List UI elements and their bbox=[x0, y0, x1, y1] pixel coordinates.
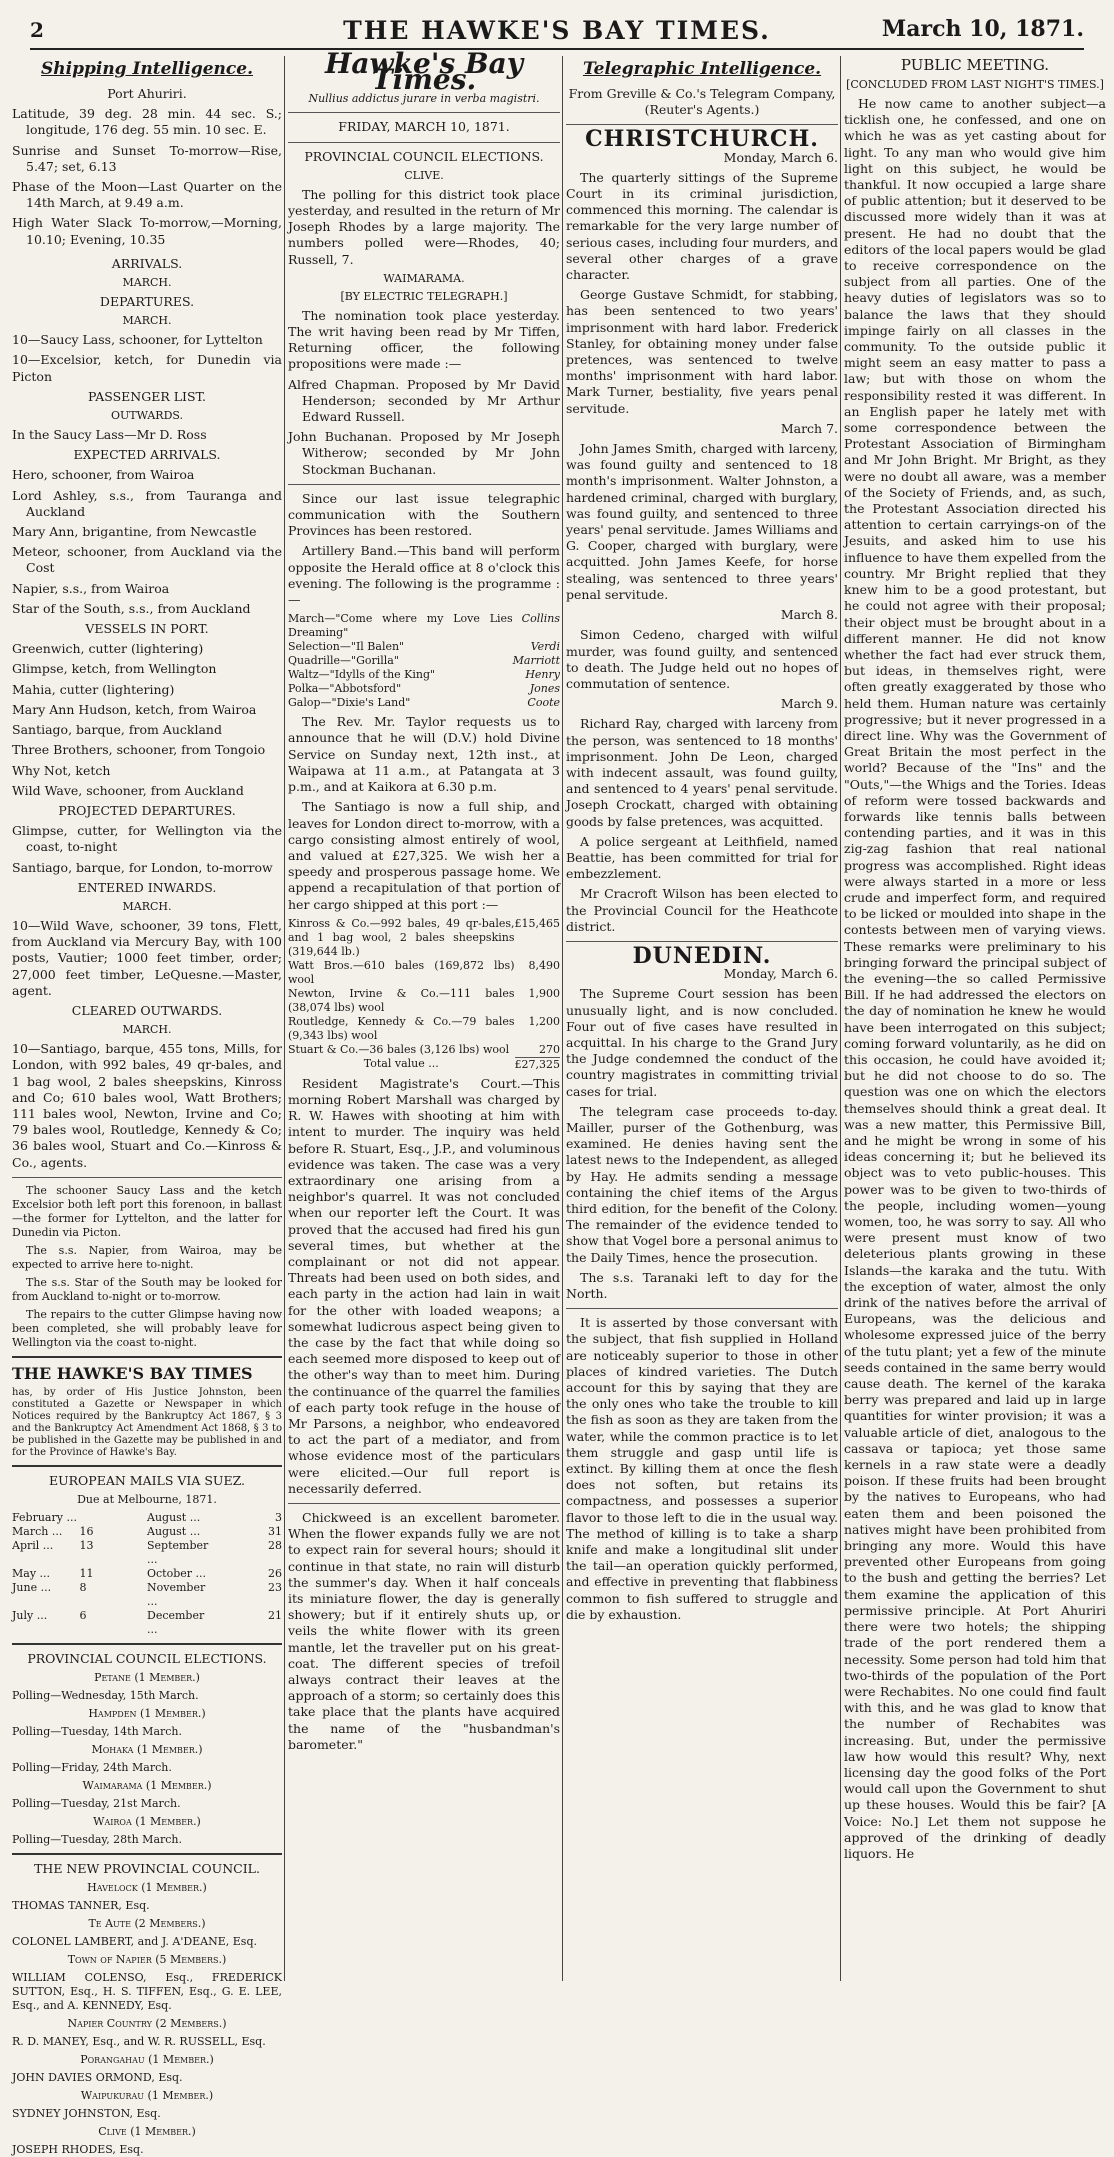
table-cell: March ... bbox=[12, 1524, 63, 1538]
divider bbox=[12, 1465, 282, 1467]
divider bbox=[12, 1177, 282, 1178]
page-number: 2 bbox=[30, 18, 44, 42]
table-row bbox=[288, 1015, 560, 1043]
npc-member: COLONEL LAMBERT, and J. A'DEANE, Esq. bbox=[12, 1935, 257, 1949]
table-cell: £27,325 bbox=[514, 1057, 560, 1071]
expected-line: Hero, schooner, from Wairoa bbox=[12, 467, 195, 483]
pce-title: PROVINCIAL COUNCIL ELECTIONS. bbox=[27, 1650, 267, 1666]
vessels-heading: VESSELS IN PORT. bbox=[85, 621, 209, 637]
table-cell: 6 bbox=[79, 1608, 87, 1622]
table-row bbox=[12, 1581, 282, 1609]
table-cell: October ... bbox=[147, 1566, 207, 1580]
arrivals-heading: ARRIVALS. bbox=[111, 255, 183, 271]
mails-subtitle: Due at Melbourne, 1871. bbox=[77, 1492, 217, 1506]
dateline: March 9. bbox=[780, 696, 838, 712]
npc-member: THOMAS TANNER, Esq. bbox=[12, 1899, 150, 1913]
table-cell: 16 bbox=[79, 1524, 94, 1538]
table-row bbox=[12, 1609, 282, 1637]
table-cell: November ... bbox=[147, 1580, 206, 1608]
dateline: March 7. bbox=[780, 420, 838, 436]
table-cell: 270 bbox=[539, 1042, 560, 1056]
projected-line: Glimpse, cutter, for Wellington via the coast, to-night bbox=[12, 823, 282, 855]
column-shipping bbox=[12, 56, 282, 2157]
nameplate: Hawke's Bay Times. bbox=[324, 47, 524, 97]
divider bbox=[12, 1643, 282, 1645]
expected-line: Mary Ann, brigantine, from Newcastle bbox=[12, 524, 257, 540]
table-cell: Watt Bros.—610 bales (169,872 lbs) wool bbox=[288, 958, 515, 986]
table-cell: Total value ... bbox=[363, 1057, 439, 1071]
article-paragraph: A police sergeant at Leithfield, named Beattie, has been committed for trial for embezzlement. bbox=[566, 833, 838, 882]
table-cell: Marriott bbox=[512, 654, 560, 668]
table-row bbox=[288, 959, 560, 987]
port-line: High Water Slack To-morrow,—Morning, 10.10; Evening, 10.35 bbox=[12, 215, 282, 247]
waimarama-heading: WAIMARAMA. bbox=[383, 271, 465, 285]
divider bbox=[12, 1853, 282, 1855]
npc-district: Waipukurau (1 Member.) bbox=[80, 2089, 214, 2103]
article-paragraph: The quarterly sittings of the Supreme Court in its criminal jurisdiction, commenced this morning. The calendar is remarkable for the very large number of serious cases, including four murders, and several other charges of a grave character. bbox=[566, 169, 838, 283]
table-row bbox=[288, 682, 560, 696]
pce-heading: PROVINCIAL COUNCIL ELECTIONS. bbox=[304, 148, 544, 164]
vessel-line: Mary Ann Hudson, ketch, from Wairoa bbox=[12, 701, 257, 717]
entered-text: 10—Wild Wave, schooner, 39 tons, Flett, from Auckland via Mercury Bay, with 100 posts, Vautier; 1000 feet timber, order; 27,000 feet timber, LeQuesne.—Master, agent. bbox=[12, 917, 282, 998]
mails-table bbox=[12, 1511, 282, 1637]
divider bbox=[12, 1356, 282, 1358]
table-cell: Kinross & Co.—992 bales, 49 qr-bales, and 1 bag wool, 2 bales sheepskins (319,644 lb.) bbox=[288, 916, 515, 958]
table-cell bbox=[80, 1511, 148, 1525]
taylor-notice: The Rev. Mr. Taylor requests us to announce that he will (D.V.) hold Divine Service on Sunday next, 12th inst., at Waipawa at 11 a.m., at Patangata at 3 p.m., and at Kaikora at 6.30 p.m. bbox=[288, 714, 560, 795]
port-line: Latitude, 39 deg. 28 min. 44 sec. S.; longitude, 176 deg. 55 min. 10 sec. E. bbox=[12, 106, 282, 138]
gazette-text: has, by order of His Justice Johnston, been constituted a Gazette or Newspaper in which Notices required by the Bankruptcy Act 1867, § 3 and the Bankruptcy Act Amendment Act 1868, § 3 to be published in the Gazette may be published in and for the Province of Hawke's Bay. bbox=[12, 1386, 282, 1458]
cleared-month: MARCH. bbox=[122, 1023, 172, 1037]
table-cell: 1,900 bbox=[528, 986, 560, 1000]
table-cell: December ... bbox=[147, 1608, 205, 1636]
telegraphic-heading: Telegraphic Intelligence. bbox=[582, 59, 822, 79]
table-row bbox=[288, 1057, 560, 1072]
npc-district: Clive (1 Member.) bbox=[98, 2125, 196, 2139]
departure-line: 10—Saucy Lass, schooner, for Lyttelton bbox=[12, 332, 263, 348]
port-line: Sunrise and Sunset To-morrow—Rise, 5.47; set, 6.13 bbox=[12, 142, 282, 174]
issue-date: March 10, 1871. bbox=[881, 16, 1084, 42]
divider bbox=[288, 1503, 560, 1504]
vessel-line: Why Not, ketch bbox=[12, 762, 111, 778]
entered-heading: ENTERED INWARDS. bbox=[77, 879, 217, 895]
pce-district: Petane (1 Member.) bbox=[94, 1671, 200, 1685]
table-cell: £15,465 bbox=[514, 916, 560, 930]
table-row bbox=[288, 1043, 560, 1058]
expected-heading: EXPECTED ARRIVALS. bbox=[73, 447, 221, 463]
public-meeting-heading: PUBLIC MEETING. bbox=[900, 56, 1050, 74]
table-cell: Coote bbox=[527, 696, 560, 710]
table-cell: Selection—"Il Balen" bbox=[288, 640, 405, 654]
table-row bbox=[288, 917, 560, 959]
divider bbox=[288, 112, 560, 113]
table-cell: 13 bbox=[79, 1538, 94, 1552]
table-cell: Quadrille—"Gorilla" bbox=[288, 654, 399, 668]
table-cell: Jones bbox=[529, 682, 560, 696]
article-paragraph: Simon Cedeno, charged with wilful murder, was found guilty, and sentenced to death. The Judge held out no hopes of commutation of sentence. bbox=[566, 627, 838, 691]
npc-district: Town of Napier (5 Members.) bbox=[67, 1953, 227, 1967]
table-cell: April ... bbox=[12, 1538, 54, 1552]
port-line: Phase of the Moon—Last Quarter on the 14th March, at 9.49 a.m. bbox=[12, 179, 282, 211]
court-report: Resident Magistrate's Court.—This morning Robert Marshall was charged by R. W. Hawes with shooting at him with intent to murder. The inquiry was held before R. Stuart, Esq., J.P., and voluminous evidence was taken. The case was a very extraordinary one arising from a neighbor's quarrel. It was not concluded when our reporter left the Court. It was proved that the accused had fired his gun several times, but whether at the complainant or not did not appear. Threats had been used on both sides, and each party in the action had lain in wait for the other with loaded weapons; a somewhat ludicrous aspect being given to the case by the fact that while doing so each seemed more disposed to keep out of the other's way than to meet him. During the continuance of the quarrel the families of each party took refuge in the house of Mr Parsons, a neighbor, who endeavored to act the part of a mediator, and from whose evidence most of the particulars were elicited.—Our full report is necessarily deferred. bbox=[288, 1075, 560, 1496]
departure-line: 10—Excelsior, ketch, for Dunedin via Picton bbox=[12, 352, 282, 384]
shipping-note: The repairs to the cutter Glimpse having now been completed, she will probably leave for Wellington via the coast to-night. bbox=[12, 1307, 282, 1349]
cargo-table bbox=[288, 917, 560, 1072]
npc-title: THE NEW PROVINCIAL COUNCIL. bbox=[34, 1861, 260, 1877]
clive-text: The polling for this district took place yesterday, and resulted in the return of Mr Joseph Rhodes by a large majority. The numbers polled were—Rhodes, 40; Russell, 7. bbox=[288, 186, 560, 267]
concluded-note: [CONCLUDED FROM LAST NIGHT'S TIMES.] bbox=[846, 78, 1104, 91]
table-row bbox=[288, 987, 560, 1015]
table-row bbox=[288, 668, 560, 682]
table-cell: March—"Come where my Love Lies Dreaming" bbox=[288, 612, 513, 640]
gazette-title: THE HAWKE'S BAY TIMES bbox=[12, 1363, 253, 1383]
by-telegraph: [BY ELECTRIC TELEGRAPH.] bbox=[340, 289, 508, 303]
vessel-line: Greenwich, cutter (lightering) bbox=[12, 641, 204, 657]
table-cell: September ... bbox=[147, 1538, 209, 1566]
newspaper-title: THE HAWKE'S BAY TIMES. bbox=[343, 16, 771, 45]
article-paragraph: The s.s. Taranaki left to day for the North. bbox=[566, 1269, 838, 1302]
dateline: Monday, March 6. bbox=[723, 966, 838, 982]
pce-polling: Polling—Friday, 24th March. bbox=[12, 1761, 172, 1775]
npc-district: Te Aute (2 Members.) bbox=[88, 1917, 206, 1931]
column-rule bbox=[562, 56, 563, 1981]
departures-month: MARCH. bbox=[122, 314, 172, 328]
public-meeting-text: He now came to another subject—a ticklish one, he confessed, and one on which he was as yet casting about for light. To any man who would give him light on this subject, he would be thankful. It now occupied a large share of public attention; but it deserved to be discussed more widely than it was at present. He had no doubt that the editors of the local papers would be glad to receive correspondence on the subject from all parties. One of the heavy duties of legislators was so to balance the laws that they should impinge fairly on all classes in the community. To the outside public it might seem an easy matter to pass a law; but with those on whom the responsibility rested it was different. In an English paper he lately met with some correspondence between the Protestant Association of Birmingham and Mr John Bright. Mr Bright, as they were no doubt all aware, was a member of the Society of Friends, and, as such, the Protestant Association directed his attention to certain carryings-on of the Jesuits, and asked him to use his influence to have them expelled from the country. Mr Bright replied that they knew him to be a good protestant, but he could not agree with their proposal; their object must be brought about in a different manner. He did not know whether the fact had ever struck them, but ideas, in themselves right, were often greatly exaggerated by those who held them. Human nature was certainly progressive; but it never progressed in a direct line. Why was the Government of Great Britain the most perfect in the world? Because of the "Ins" and the "Outs,"—the Whigs and the Tories. Ideas of reform were tossed backwards and forwards like tennis balls between contending parties, and it was in this zig-zag fashion that real national progress was accomplished. Right ideas were always started in a more or less crude and imperfect form, and required to be licked or moulded into shape in the contests between men of varying views. These remarks were preliminary to his bringing forward the principal subject of the evening—the so called Permissive Bill. If he had addressed the electors on the day of nomination he knew he would have been interrogated on this subject; coming forward voluntarily, as he did on this occasion, he could have avoided it; but he did not choose to do so. The question was one on which the electors themselves should think a great deal. It was a new matter, this Permissive Bill, and he might be wrong in some of his ideas concerning it; but he believed its object was to veto public-houses. This power was to be given to two-thirds of the people, including women—young women, too, he was sorry to say. All who were present must know of two deleterious plants growing in these Islands—the karaka and the tutu. With the exception of water, almost the only drink of the natives before the arrival of Europeans, was the delicious and wholesome expressed juice of the berry of the tutu plant; yet a few of the minute seeds contained in the same berry would cause death. The kernel of the karaka berry was prepared and laid up in large quantities for winter provision; it was a valuable article of diet, analogous to the cassava or tapioca; yet those same kernels in a raw state were a deadly poison. If these fruits had been brought by the natives to Europeans, who had eaten them and been poisoned the natives might have been prohibited from bringing any more. Would this have prevented other Europeans from going to the bush and getting the berries? Let them examine the application of this permissive principle. At Port Ahuriri there were two hotels; the shipping trade of the port rendered them a necessity. Some person had told him that two-thirds of the population of the Port were Rechabites. No one could find fault with this, and he was glad to know that the number of Rechabites was increasing. But, under the permissive law how would this result? Why, next licensing day the good folks of the Port would call upon the Government to shut up these houses. Would this be fair? [A Voice: No.] Let them not suppose he approved of the drinking of deadly liquors. He bbox=[844, 96, 1106, 1861]
projected-line: Santiago, barque, for London, to-morrow bbox=[12, 859, 273, 875]
table-cell: 21 bbox=[268, 1608, 282, 1622]
npc-member: R. D. MANEY, Esq., and W. R. RUSSELL, Esq. bbox=[12, 2035, 266, 2049]
expected-line: Lord Ashley, s.s., from Tauranga and Auckland bbox=[12, 487, 282, 519]
table-row bbox=[288, 654, 560, 668]
table-cell: Waltz—"Idylls of the King" bbox=[288, 668, 436, 682]
table-cell: 8,490 bbox=[528, 958, 560, 972]
entered-month: MARCH. bbox=[122, 899, 172, 913]
departures-heading: DEPARTURES. bbox=[99, 294, 195, 310]
table-cell: Newton, Irvine & Co.—111 bales (38,074 lbs) wool bbox=[288, 986, 515, 1014]
waimarama-text: The nomination took place yesterday. The writ having been read by Mr Tiffen, Returning officer, the following propositions were made :— bbox=[288, 307, 560, 372]
table-cell: Galop—"Dixie's Land" bbox=[288, 696, 411, 710]
passenger-line: In the Saucy Lass—Mr D. Ross bbox=[12, 427, 207, 443]
projected-heading: PROJECTED DEPARTURES. bbox=[58, 802, 236, 818]
band-programme bbox=[288, 612, 560, 710]
divider bbox=[566, 941, 838, 942]
column-rule bbox=[840, 56, 841, 1981]
table-cell: 26 bbox=[268, 1566, 282, 1580]
table-row bbox=[288, 612, 560, 640]
shipping-heading: Shipping Intelligence. bbox=[41, 59, 253, 79]
table-cell: 8 bbox=[79, 1580, 87, 1594]
port-name: Port Ahuriri. bbox=[107, 86, 187, 101]
table-cell: 28 bbox=[268, 1538, 282, 1552]
divider bbox=[566, 1308, 838, 1309]
column-telegraphic bbox=[566, 56, 838, 1981]
table-cell: 1,200 bbox=[528, 1014, 560, 1028]
article-paragraph: John James Smith, charged with larceny, was found guilty and sentenced to 18 month's imprisonment. Walter Johnston, a hardened criminal, charged with burglary, was found guilty, and sentenced to three years' penal servitude. James Williams and G. Cooper, charged with burglary, were acquitted. John James Keefe, for horse stealing, was sentenced to three years' penal servitude. bbox=[566, 441, 838, 602]
table-row bbox=[12, 1511, 282, 1525]
shipping-note: The s.s. Star of the South may be looked for from Auckland to-night or to-morrow. bbox=[12, 1275, 282, 1303]
dunedin-heading: DUNEDIN. bbox=[632, 942, 772, 969]
mails-title: EUROPEAN MAILS VIA SUEZ. bbox=[48, 1472, 246, 1488]
table-cell: 23 bbox=[268, 1580, 282, 1594]
table-cell: Collins bbox=[521, 612, 560, 626]
cleared-text: 10—Santiago, barque, 455 tons, Mills, for London, with 992 bales, 49 qr-bales, and 1 bag wool, 2 bales sheepskins, Kinross and Co; 610 bales wool, Watt Brothers; 111 bales wool, Newton, Irvine and Co; 79 bales wool, Routledge, Kennedy & Co; 36 bales wool, Stuart and Co.—Kinross & Co., agents. bbox=[12, 1041, 282, 1170]
table-cell: Verdi bbox=[530, 640, 560, 654]
pce-district: Waimarama (1 Member.) bbox=[82, 1779, 212, 1793]
telegraph-notice: Since our last issue telegraphic communication with the Southern Provinces has been restored. bbox=[288, 490, 560, 539]
vessel-line: Santiago, barque, from Auckland bbox=[12, 722, 222, 738]
article-paragraph: The Supreme Court session has been unusually light, and is now concluded. Four out of five cases have resulted in acquittal. In his charge to the Grand Jury the Judge condemned the conduct of the country magistrates in committing trivial cases for trial. bbox=[566, 986, 838, 1099]
pce-district: Hampden (1 Member.) bbox=[88, 1707, 206, 1721]
table-row bbox=[288, 640, 560, 654]
npc-district: Havelock (1 Member.) bbox=[87, 1881, 207, 1895]
npc-member: SYDNEY JOHNSTON, Esq. bbox=[12, 2107, 161, 2121]
expected-line: Meteor, schooner, from Auckland via the Cost bbox=[12, 544, 282, 576]
vessel-line: Wild Wave, schooner, from Auckland bbox=[12, 782, 244, 798]
pce-district: Mohaka (1 Member.) bbox=[91, 1743, 203, 1757]
npc-district: Napier Country (2 Members.) bbox=[67, 2017, 227, 2031]
npc-member: WILLIAM COLENSO, Esq., FREDERICK SUTTON, Esq., H. S. TIFFEN, Esq., G. E. LEE, Esq., and A. KENNEDY, Esq. bbox=[12, 1971, 282, 2013]
telegram-source: From Greville & Co.'s Telegram Company, (Reuter's Agents.) bbox=[568, 86, 836, 118]
npc-district: Porangahau (1 Member.) bbox=[80, 2053, 214, 2067]
shipping-note: The s.s. Napier, from Wairoa, may be expected to arrive here to-night. bbox=[12, 1243, 282, 1271]
divider bbox=[566, 124, 838, 125]
table-row bbox=[12, 1567, 282, 1581]
nomination: John Buchanan. Proposed by Mr Joseph Witherow; seconded by Mr John Stockman Buchanan. bbox=[288, 429, 560, 477]
table-cell: February ... bbox=[12, 1510, 77, 1524]
table-row bbox=[288, 696, 560, 710]
outwards-label: OUTWARDS. bbox=[110, 409, 184, 423]
article-paragraph: The telegram case proceeds to-day. Mailler, purser of the Gothenburg, was examined. He denies having sent the latest news to the Independent, as alleged by Hay. He admits sending a message containing the chief items of the Argus third edition, for the benefit of the Colony. The remainder of the evidence tended to show that Vogel bore a personal animus to the Daily Times, hence the prosecution. bbox=[566, 1103, 838, 1265]
table-cell: 31 bbox=[268, 1524, 282, 1538]
divider bbox=[288, 484, 560, 485]
pce-district: Wairoa (1 Member.) bbox=[93, 1815, 201, 1829]
article-paragraph: Mr Cracroft Wilson has been elected to the Provincial Council for the Heathcote district. bbox=[566, 886, 838, 934]
dateline: March 8. bbox=[780, 607, 838, 623]
table-row bbox=[12, 1525, 282, 1539]
pce-polling: Polling—Wednesday, 15th March. bbox=[12, 1689, 199, 1703]
vessel-line: Three Brothers, schooner, from Tongoio bbox=[12, 742, 266, 758]
table-cell: 11 bbox=[79, 1566, 94, 1580]
divider bbox=[288, 142, 560, 143]
table-cell: Routledge, Kennedy & Co.—79 bales (9,343 lbs) wool bbox=[288, 1014, 515, 1042]
table-cell: July ... bbox=[12, 1608, 48, 1622]
motto: Nullius addictus jurare in verba magistri. bbox=[308, 92, 540, 106]
shipping-note: The schooner Saucy Lass and the ketch Excelsior both left port this forenoon, in ballast—the former for Lyttelton, and the latter for Dunedin via Picton. bbox=[12, 1183, 282, 1239]
column-editorial bbox=[288, 47, 560, 1981]
expected-line: Star of the South, s.s., from Auckland bbox=[12, 600, 251, 616]
npc-member: JOSEPH RHODES, Esq. bbox=[12, 2143, 144, 2157]
article-paragraph: Richard Ray, charged with larceny from the person, was sentenced to 18 months' imprisonment. John De Leon, charged with indecent assault, was found guilty, and sentenced to 4 years' penal servitude. Joseph Crockatt, charged with obtaining goods by false pretences, was acquitted. bbox=[566, 716, 838, 829]
arrivals-month: MARCH. bbox=[122, 276, 172, 290]
dateline: Monday, March 6. bbox=[723, 149, 838, 165]
table-cell: Henry bbox=[525, 668, 560, 682]
table-cell: 3 bbox=[275, 1510, 282, 1524]
table-cell: June ... bbox=[12, 1580, 52, 1594]
table-cell: Polka—"Abbotsford" bbox=[288, 682, 402, 696]
article-paragraph: George Gustave Schmidt, for stabbing, has been sentenced to two years' imprisonment with hard labor. Frederick Stanley, for obtaining money under false pretences, was sentenced to twelve months' imprisonment with hard labor. Mark Turner, bestiality, five years penal servitude. bbox=[566, 287, 838, 416]
table-cell: August ... bbox=[147, 1524, 201, 1538]
santiago-notice: The Santiago is now a full ship, and leaves for London direct to-morrow, with a cargo consisting almost entirely of wool, and valued at £27,325. We wish her a speedy and prosperous passage home. We append a recapitulation of that portion of her cargo shipped at this port :— bbox=[288, 799, 560, 912]
pce-polling: Polling—Tuesday, 14th March. bbox=[12, 1725, 183, 1739]
clive-heading: CLIVE. bbox=[404, 168, 444, 182]
table-row bbox=[12, 1539, 282, 1567]
expected-line: Napier, s.s., from Wairoa bbox=[12, 580, 170, 596]
table-cell: May ... bbox=[12, 1566, 51, 1580]
christchurch-heading: CHRISTCHURCH. bbox=[585, 126, 819, 153]
pce-polling: Polling—Tuesday, 28th March. bbox=[12, 1833, 183, 1847]
chickweed-article: Chickweed is an excellent barometer. When the flower expands fully we are not to expect rain for several hours; should it continue in that state, no rain will disturb the summer's day. When it half conceals its miniature flower, the day is generally showery; but if it entirely shuts up, or veils the white flower with its green mantle, let the traveller put on his great-coat. The different species of trefoil always contract their leaves at the approach of a storm; so certainly does this take place that the plants have acquired the name of the "husbandman's barometer." bbox=[288, 1510, 560, 1752]
npc-member: JOHN DAVIES ORMOND, Esq. bbox=[12, 2071, 183, 2085]
vessel-line: Mahia, cutter (lightering) bbox=[12, 681, 175, 697]
dateline: FRIDAY, MARCH 10, 1871. bbox=[338, 119, 510, 135]
table-cell: Stuart & Co.—36 bales (3,126 lbs) wool bbox=[288, 1042, 510, 1056]
masthead bbox=[30, 10, 1084, 50]
pce-polling: Polling—Tuesday, 21st March. bbox=[12, 1797, 181, 1811]
cleared-heading: CLEARED OUTWARDS. bbox=[71, 1002, 223, 1018]
fish-article: It is asserted by those conversant with the subject, that fish supplied in Holland are noticeably superior to those in other places of kindred varieties. The Dutch account for this by saying that they are the only ones who take the trouble to kill the fish as soon as they are taken from the water, while the common practice is to let them struggle and gasp until life is extinct. By killing them at once the flesh does not soften, but retains its compactness, and possesses a superior flavor to those left to die in the usual way. The method of killing is to take a sharp knife and make a longitudinal slit under the tail—an operation quickly performed, and effective in preventing that flabbiness common to fish suffered to struggle and die by exhaustion. bbox=[566, 1315, 838, 1622]
vessel-line: Glimpse, ketch, from Wellington bbox=[12, 661, 217, 677]
column-public-meeting bbox=[844, 56, 1106, 1981]
column-rule bbox=[284, 56, 285, 1981]
table-cell: August ... bbox=[147, 1510, 201, 1524]
band-notice: Artillery Band.—This band will perform opposite the Herald office at 8 o'clock this evening. The following is the programme :— bbox=[288, 543, 560, 608]
nomination: Alfred Chapman. Proposed by Mr David Henderson; seconded by Mr Arthur Edward Russell. bbox=[288, 376, 560, 425]
passenger-heading: PASSENGER LIST. bbox=[87, 388, 207, 404]
